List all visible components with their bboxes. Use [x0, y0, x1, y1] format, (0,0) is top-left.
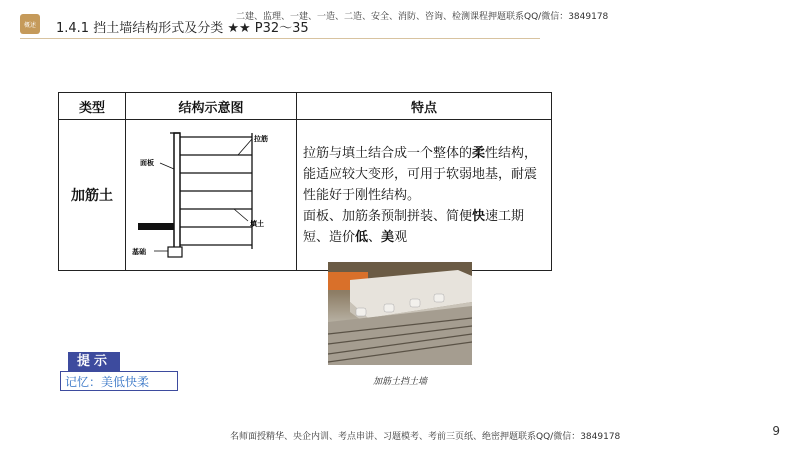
reinforced-soil-diagram: [126, 125, 296, 263]
feature-text: 性结构，能适应较大变形，可用于软弱地基，耐震性能好于刚性结构。: [303, 145, 538, 203]
cell-features: [297, 120, 552, 271]
photo-caption: 加筋土挡土墙: [372, 377, 427, 387]
feature-highlight: 美: [381, 229, 395, 245]
watermark-bottom: 名师面授精华、央企内训、考点串讲、习题模考、考前三页纸、绝密押题联系QQ/微信：3849178: [230, 432, 621, 442]
page-number: 9: [772, 424, 780, 438]
section-badge: 概述: [20, 14, 40, 34]
feature-paragraph-1: [303, 143, 545, 206]
feature-text: 面板、加筋条预制拼装、简便: [303, 208, 473, 224]
facing-panel: [174, 133, 180, 249]
leader-line: [160, 163, 174, 169]
page-title: 1.4.1 挡土墙结构形式及分类 ★★ P32～35: [56, 21, 309, 36]
header-type: 类型: [59, 93, 126, 120]
feature-text: 拉筋与填土结合成一个整体的: [303, 145, 473, 161]
header-features: 特点: [297, 93, 552, 120]
photo-illustration: [328, 262, 472, 365]
leader-line: [238, 139, 252, 155]
foundation-block: [168, 247, 182, 257]
label-rebar: 拉筋: [254, 134, 268, 143]
watermark-top: 二建、监理、一建、一造、二造、安全、消防、咨询、检测课程押题联系QQ/微信：3849178: [236, 12, 609, 22]
cell-type: 加筋土: [59, 120, 126, 271]
tip-box: [60, 352, 180, 392]
feature-paragraph-2: [303, 206, 545, 248]
retaining-wall-photo: [328, 262, 472, 365]
feature-highlight: 低: [355, 229, 369, 245]
table-row: [59, 120, 552, 271]
feature-highlight: 快: [472, 208, 486, 224]
tip-content: 记忆：美低快柔: [60, 371, 178, 391]
label-panel: 面板: [140, 158, 154, 167]
header-divider: [20, 38, 540, 39]
header-diagram: 结构示意图: [126, 93, 297, 120]
feature-text: 观: [394, 229, 408, 245]
leader-line: [234, 209, 248, 221]
feature-text: 速工期短、造价: [303, 208, 525, 245]
label-foundation: 基础: [132, 247, 146, 256]
tip-label: 提示: [68, 352, 120, 372]
feature-text: 、: [368, 229, 382, 245]
label-fill: 填土: [250, 219, 264, 228]
cell-diagram: [126, 120, 297, 271]
structure-table: [58, 92, 552, 271]
table-header-row: [59, 93, 552, 120]
feature-highlight: 柔: [472, 145, 486, 161]
ground-block: [138, 223, 174, 230]
